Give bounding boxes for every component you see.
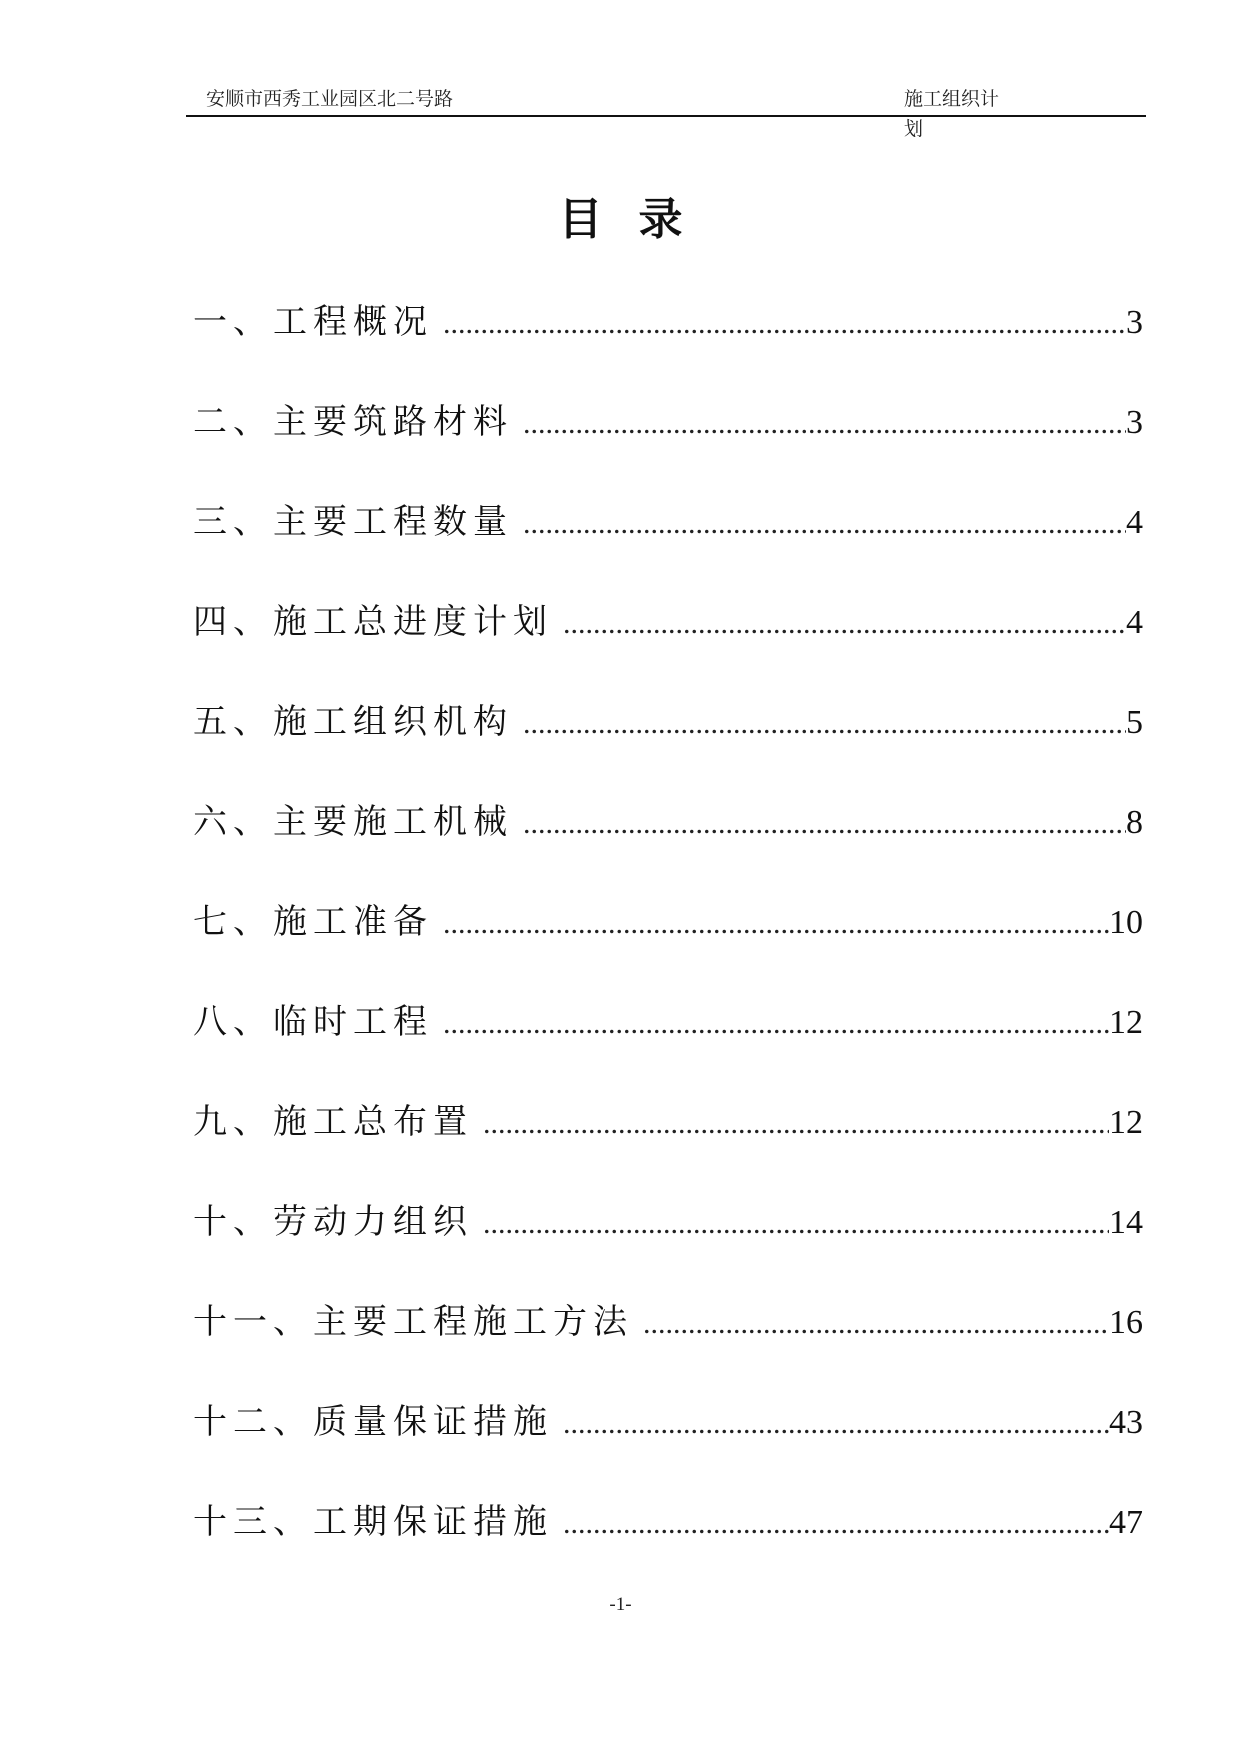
toc-entry-page: 3	[1126, 404, 1143, 441]
toc-leader-dots	[563, 594, 1126, 654]
toc-entry-label: 五、施工组织机构	[193, 702, 513, 742]
toc-entry[interactable]	[193, 292, 1143, 392]
toc-entry[interactable]	[193, 1192, 1143, 1292]
toc-entry[interactable]	[193, 1292, 1143, 1392]
toc-entry-label: 四、施工总进度计划	[193, 602, 553, 642]
toc-entry-page: 8	[1126, 804, 1143, 841]
toc-entry[interactable]	[193, 1492, 1143, 1592]
toc-entry-label: 三、主要工程数量	[193, 502, 513, 542]
toc-entry[interactable]	[193, 1392, 1143, 1492]
toc-entry-page: 14	[1109, 1204, 1143, 1241]
toc-entry-label: 八、临时工程	[193, 1002, 433, 1042]
toc-entry-page: 12	[1109, 1004, 1143, 1041]
toc-leader-dots	[563, 1394, 1109, 1454]
toc-entry[interactable]	[193, 992, 1143, 1092]
toc-entry-label: 十一、主要工程施工方法	[193, 1302, 633, 1342]
toc-entry-page: 10	[1109, 904, 1143, 941]
toc-entry-label: 二、主要筑路材料	[193, 402, 513, 442]
page-header	[186, 84, 1017, 140]
toc-entry[interactable]	[193, 792, 1143, 892]
toc-list	[193, 292, 1143, 1592]
toc-entry-page: 4	[1126, 604, 1143, 641]
toc-entry-page: 5	[1126, 704, 1143, 741]
toc-leader-dots	[523, 794, 1126, 854]
toc-entry-page: 4	[1126, 504, 1143, 541]
toc-entry-page: 43	[1109, 1404, 1143, 1441]
toc-entry-page: 12	[1109, 1104, 1143, 1141]
page-number: -1-	[609, 1594, 632, 1615]
toc-leader-dots	[523, 694, 1126, 754]
toc-title: 目录	[558, 194, 719, 245]
toc-leader-dots	[483, 1094, 1109, 1154]
toc-entry-label: 十、劳动力组织	[193, 1202, 473, 1242]
toc-entry[interactable]	[193, 1092, 1143, 1192]
toc-entry[interactable]	[193, 592, 1143, 692]
toc-entry-label: 六、主要施工机械	[193, 802, 513, 842]
header-document-type: 施工组织计划	[904, 88, 1000, 140]
toc-leader-dots	[523, 494, 1126, 554]
toc-entry[interactable]	[193, 692, 1143, 792]
toc-leader-dots	[443, 894, 1109, 954]
toc-leader-dots	[643, 1294, 1109, 1354]
toc-entry-label: 九、施工总布置	[193, 1102, 473, 1142]
toc-entry-page: 16	[1109, 1304, 1143, 1341]
toc-leader-dots	[443, 294, 1126, 354]
toc-entry[interactable]	[193, 392, 1143, 492]
toc-entry-label: 十三、工期保证措施	[193, 1502, 553, 1542]
toc-entry-label: 一、工程概况	[193, 302, 433, 342]
toc-entry[interactable]	[193, 892, 1143, 992]
toc-entry-label: 十二、质量保证措施	[193, 1402, 553, 1442]
header-project-name: 安顺市西秀工业园区北二号路	[206, 88, 454, 110]
toc-leader-dots	[443, 994, 1109, 1054]
toc-leader-dots	[563, 1494, 1109, 1554]
toc-leader-dots	[523, 394, 1126, 454]
toc-entry-page: 47	[1109, 1504, 1143, 1541]
toc-entry-label: 七、施工准备	[193, 902, 433, 942]
toc-entry-page: 3	[1126, 304, 1143, 341]
toc-leader-dots	[483, 1194, 1109, 1254]
toc-entry[interactable]	[193, 492, 1143, 592]
header-divider	[186, 115, 1146, 117]
